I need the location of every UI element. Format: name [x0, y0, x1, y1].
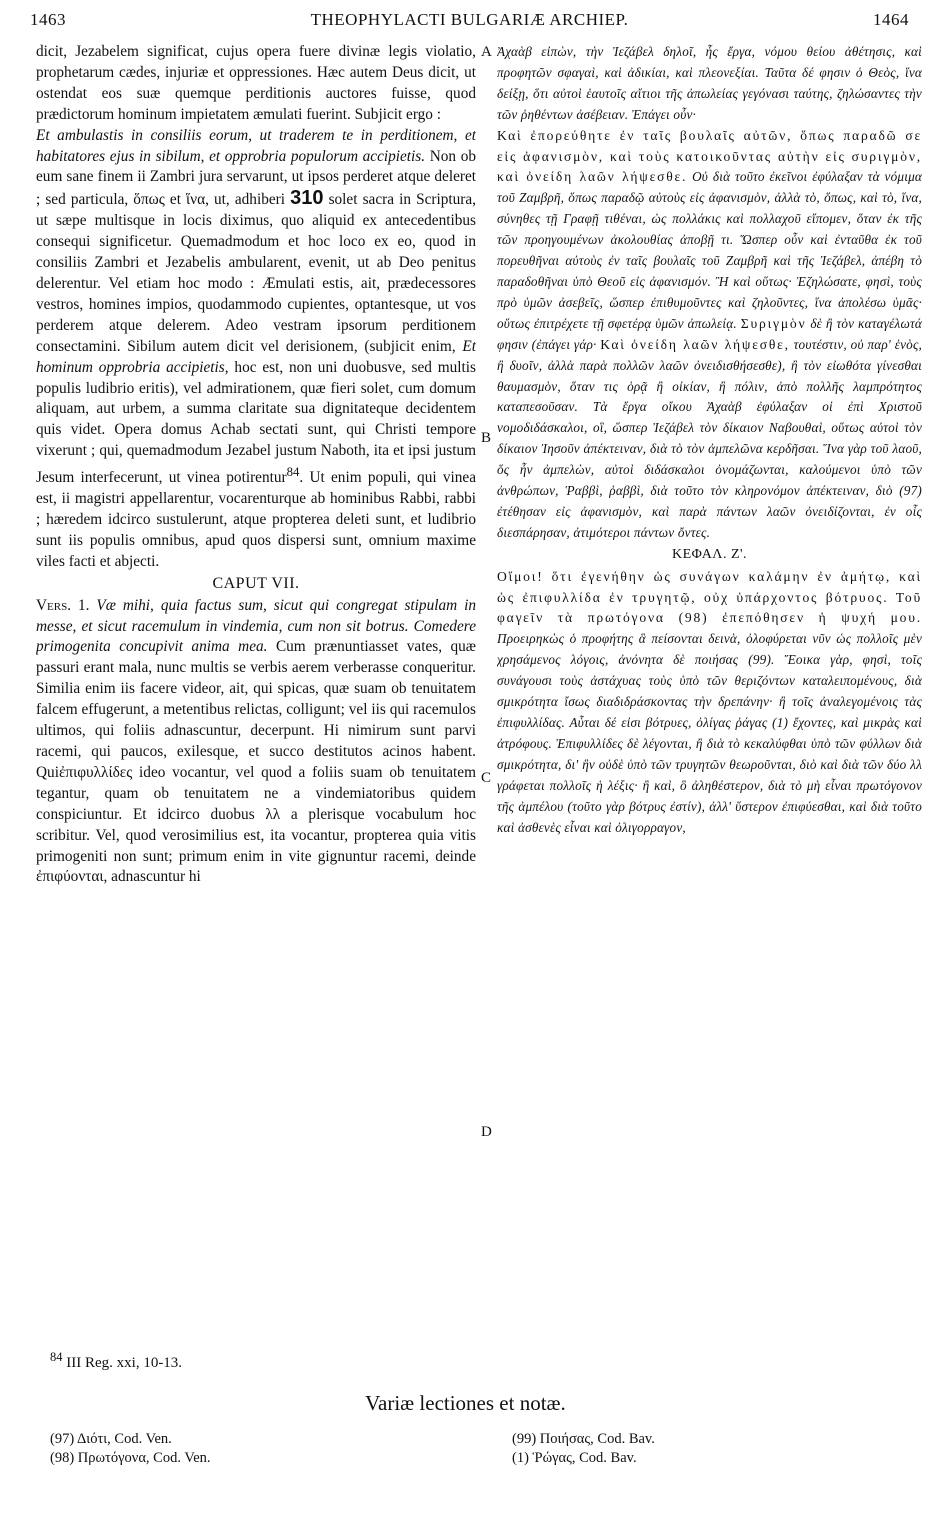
- latin-text: solet sacra in Scriptura, ut sæpe multisque in locis diximus, quo aliquid ex antecedentibus consequi significetur. Quemadmodum et hoc loco ex eo, quod in consiliis Zambri et Jezabelis ambularent, evenit, ut ab Deo penitus delerentur. Vel etiam hoc modo : Æmulati estis, ait, prædecessores vestros, homines impios, quodammodo cupientes, optantesque, ut vos perderem atque delerem. Adeo vestram ipsorum perditionem consectamini. Sibilum autem dicit vel derisionem, (subjicit enim,: [36, 191, 476, 355]
- greek-word: ἐπιφύονται,: [36, 868, 108, 886]
- section-marker-b: B: [481, 430, 492, 446]
- footnote-reference: 84: [286, 465, 300, 480]
- notes-heading: Variæ lectiones et notæ.: [365, 1391, 566, 1415]
- running-title: THEOPHYLACTI BULGARIÆ ARCHIEP.: [310, 10, 629, 29]
- column-number: 310: [290, 187, 324, 210]
- note-line: (97) Διότι, Cod. Ven.: [50, 1431, 172, 1447]
- greek-lemma: Καὶ ἐπορεύθητε ἐν ταῖς βουλαῖς αὐτῶν, ὅπως παραδῶ σε εἰς ἀφανισμὸν, καὶ τοὺς κατοικοῦντας αὐτὴν εἰς συριγμὸν, καὶ ὀνείδη λαῶν λήψεσθε.: [497, 127, 922, 185]
- greek-text: Ἀχαὰβ εἰπὼν, τὴν Ἰεζάβελ δηλοῖ, ἧς ἔργα, νόμου θείου ἀθέτησις, καὶ προφητῶν σφαγαὶ, καὶ ἀδικίαι, καὶ πλεονεξίαι. Ταῦτα δέ φησιν ὁ Θεὸς, ἵνα δείξῃ, ὅτι αὐτοὶ ἑαυτοῖς αἴτιοι τῆς ἀπωλείας γεγόνασι ταύτης, ζηλώσαντες τὴν τῶν ῥηθέντων ἀσέβειαν. Ἐπάγει οὖν·: [497, 44, 922, 122]
- note-line: (98) Πρωτόγονα, Cod. Ven.: [50, 1450, 211, 1466]
- greek-text: Προειρηκὼς ὁ προφήτης ἃ πείσονται δεινὰ, ὀλοφύρεται νῦν ὡς πολλοῖς μὲν χρησάμενος λόγοις, ἀνόνητα δὲ ποιήσας (99). Ἔοικα γὰρ, φησὶ, τοῖς συνάγουσι τοὺς ἀστάχυας τοὺς ὑπὸ τῶν θεριζόντων καταλειπομένους, διὰ σμικρότητα ἴσως διαδιδράσκοντας τὴν δρεπάνην· ἢ τοῖς ἀναλεγομένοις τὰς ἐπιφυλλίδας. Αὗται δέ εἰσι βότρυες, ὀλίγας ῥάγας (1) ἔχοντες, καὶ μικρὰς καὶ ἀτρόφους. Ἐπιφυλλίδες δὲ λέγονται, ἢ διὰ τὸ κεκαλύφθαι ὑπὸ τῶν φύλλων διὰ σμικρότητα, δι' ἣν οὐδὲ ὑπὸ τῶν τρυγητῶν θεωροῦνται, διὸ καὶ διὰ τῶν δύο λλ γράφεται πολλοῖς ἡ λέξις· ἢ καὶ, ὃ ἀληθέστερον, διὰ τὸ μὴ εἶναι πρωτόγονον τῆς ἀμπέλου (τοῦτο γὰρ βότρυς ἐστίν), ἀλλ' ὕστερον ἐπιφύεσθαι, καὶ διὰ τοῦτο καὶ ἀσθενὲς εἶναι καὶ ὀλιγορραγον,: [497, 631, 922, 835]
- greek-paragraph: [497, 126, 922, 544]
- latin-text: ideo vocantur, vel quod a foliis suam ob tenuitatem tegantur, quam ob tenuitatem ne a vindemiatoribus quidem conspiciuntur. Et idcirco duobus λλ a plerisque vocabulum hoc scribitur. Vel, quod verosimilius est, ita vocantur, propterea quia vitis primogeniti non sunt; primum enim in vite gignuntur racemi, deinde: [36, 763, 476, 865]
- right-page-number: 1464: [873, 10, 909, 29]
- verse-label: Vers. 1.: [36, 596, 90, 614]
- greek-paragraph: [497, 567, 922, 839]
- greek-lemma: Καὶ ὀνείδη λαῶν λήψεσθε,: [600, 336, 790, 352]
- latin-paragraph: [36, 126, 476, 573]
- greek-word: ἐπιφυλλίδες: [58, 763, 133, 781]
- notes-right-column: [512, 1430, 655, 1468]
- greek-column: [497, 42, 922, 838]
- note-line: (1) Ῥώγας, Cod. Bav.: [512, 1450, 637, 1466]
- latin-lemma: Et ambulastis in consiliis eorum, ut traderem te in perditionem, et habitatores ejus in sibilum, et opprobria populorum accipietis.: [36, 126, 476, 165]
- latin-text: Non ob eum sane finem ii Zambri jura servarunt, ut ipsos perderet atque deleret ; sed particula, ὅπως et ἵνα, ut, adhiberi: [36, 147, 476, 209]
- latin-text: Cum prænuntiasset vates, quæ passuri erant mala, nunc multis se verbis aerem verberasse conqueritur. Similia enim iis facere videor, ait, qui spicas, quæ suam ob tenuitatem falcem effugerunt, a metentibus relictas, colligunt; vel iis qui racemulos ultimos, qui foliis adnascuntur, decerpunt. Hi nimirum sunt parvi racemi, qui paucos, exilesque, et succo destitutos acinos habent. Qui: [36, 638, 476, 781]
- page-header: [30, 4, 909, 32]
- greek-lemma: Οἴμοι! ὅτι ἐγενήθην ὡς συνάγων καλάμην ἐν ἀμήτῳ, καὶ ὡς ἐπιφυλλίδα ἐν τρυγητῷ, οὐχ ὑπάρχοντος βότρυος. Τοῦ φαγεῖν τὰ πρωτόγονα (98) ἐπεπόθησεν ἡ ψυχή μου.: [497, 568, 922, 626]
- latin-lemma: Væ mihi, quia factus sum, sicut qui congregat stipulam in messe, et sicut racemulum in vindemia, cum non sit botrus. Comedere primogenita concupivit anima mea.: [36, 596, 476, 656]
- greek-text: τουτέστιν, οὐ παρ' ἑνὸς, ἢ δυοῖν, ἀλλὰ παρὰ πολλῶν λαῶν ὀνειδισθήσεσθε), ἢ τὸν εἰωθότα γίνεσθαι θαυμασμὸν, ὅταν τις ὁρᾷ ἢ οἰκίαν, ἢ πόλιν, ἀπὸ πολλῆς λαμπρότητος καταπεσοῦσαν. Τὰ ἔργα οἴκου Ἀχαὰβ ἐφύλαξαν οἱ ἐπὶ Χριστοῦ νομοδιδάσκαλοι, οἳ, ὥσπερ Ἰεζάβελ τὸν δίκαιον Ναβουθαὶ, οὕτως αὐτοὶ τὸν δίκαιον Ἰησοῦν ἀπέκτειναν, διὰ τὸ τὸν ἀμπελῶνα κερδῆσαι. Ἵνα γὰρ τοῦ λαοῦ, ὅς ἦν ἀμπελὼν, αὐτοὶ διδάσκαλοι ὀνομάζωνται, καλούμενοι ὑπὸ τῶν ἀνθρώπων, Ῥαββὶ, ῥαββὶ, διὰ τοῦτο τὸν κληρονόμον ἀπέκτειναν, διὸ (97) ἐτέθησαν εἰς ἀφανισμὸν, καὶ παρὰ πάντων λαῶν ὀνειδίζονται, ἐν οἷς διεσπάρησαν, ἀτιμότεροι πάντων ὄντες.: [497, 336, 922, 540]
- footnote-number: 84: [50, 1350, 63, 1364]
- latin-text: dicit, Jezabelem significat, cujus opera fuere divinæ legis violatio, prophetarum cædes, injuriæ et oppressiones. Hæc autem Deus dicit, ut ostendat eos suæ quemque perditionis auctores fuisse, quod prædictorum hominum impietatem æmulati fuerint. Subjicit ergo :: [36, 43, 476, 123]
- note-line: (99) Ποιήσας, Cod. Bav.: [512, 1431, 655, 1447]
- latin-paragraph: [36, 596, 476, 889]
- greek-chapter-heading: ΚΕΦΑΛ. Ζ'.: [671, 546, 748, 562]
- greek-text: δὲ ἢ τὸν καταγέλωτά φησιν (ἐπάγει γάρ·: [497, 315, 922, 352]
- section-marker-c: C: [481, 770, 492, 786]
- greek-paragraph: [497, 42, 922, 126]
- left-page-number: 1463: [30, 10, 66, 29]
- latin-lemma: Et hominum opprobria accipietis,: [36, 337, 476, 376]
- footnote-text: III Reg. xxi, 10-13.: [66, 1355, 183, 1371]
- latin-text: hoc est, non uni duobusve, sed multis populis ludibrio eritis), vel admirationem, quæ fieri solet, cum domum aliquam, aut urbem, a summa claritate sua dignitateque decidentem quis videt. Opera domus Achab sectati sunt, qui Christi tempore vixerunt ; qui, quemadmodum Jezabel justum Naboth, ita et ipsi justum Jesum interfecerunt, ut vinea potirentur: [36, 358, 476, 487]
- greek-lemma: Συριγμὸν: [740, 315, 807, 331]
- latin-column: [36, 42, 476, 888]
- latin-text: . Ut enim populi, qui vinea est, ii magistri appellarentur, vocarenturque ab hominibus Rabbi, rabbi ; hæredem idcirco sustulerunt, atque propterea deleti sunt, et ludibrio sunt iis populis omnibus, apud quos dispersi sunt, omnium maxime viles facti et abjecti.: [36, 469, 476, 570]
- section-marker-d: D: [481, 1124, 492, 1140]
- latin-paragraph: [36, 42, 476, 126]
- greek-text: Οὐ διὰ τοῦτο ἐκεῖνοι ἐφύλαξαν τὰ νόμιμα τοῦ Ζαμβρῆ, ὅπως παραδῷ αὐτοὺς εἰς ἀφανισμὸν, ἀλλὰ τὸ, ὅπως, καὶ τὸ, ἵνα, σύνηθες τῇ Γραφῇ τιθέναι, ὡς πολλάκις καὶ πολλαχοῦ εἴπομεν, ὅταν ἐκ τῆς τῶν προηγουμένων ἀκολουθίας ἀποβῇ τι. Ὥσπερ οὖν καὶ ἐνταῦθα ἐκ τοῦ πορευθῆναι αὐτοὺς ἐν ταῖς βουλαῖς τοῦ Ζαμβρῆ καὶ τῆς Ἰεζάβελ, ἀπέβη τὸ παραδοθῆναι ὑπὸ Θεοῦ εἰς ἀφανισμόν. Ἢ καὶ οὕτως· Ἐζηλώσατε, φησὶ, τοὺς πρὸ ὑμῶν ἀσεβεῖς, ὥσπερ ἐπιθυμοῦντες καὶ ζηλοῦντες, ἵνα ἀπολέσω ὑμᾶς· οὕτως ἐπιτρέχετε τῇ σφετέρᾳ ὑμῶν ἀπωλείᾳ.: [497, 169, 922, 331]
- notes-left-column: [50, 1430, 211, 1468]
- latin-text: adnascuntur hi: [111, 868, 201, 886]
- latin-chapter-heading: CAPUT VII.: [212, 574, 300, 592]
- section-marker-a: A: [481, 44, 492, 60]
- footnote: [50, 1350, 182, 1372]
